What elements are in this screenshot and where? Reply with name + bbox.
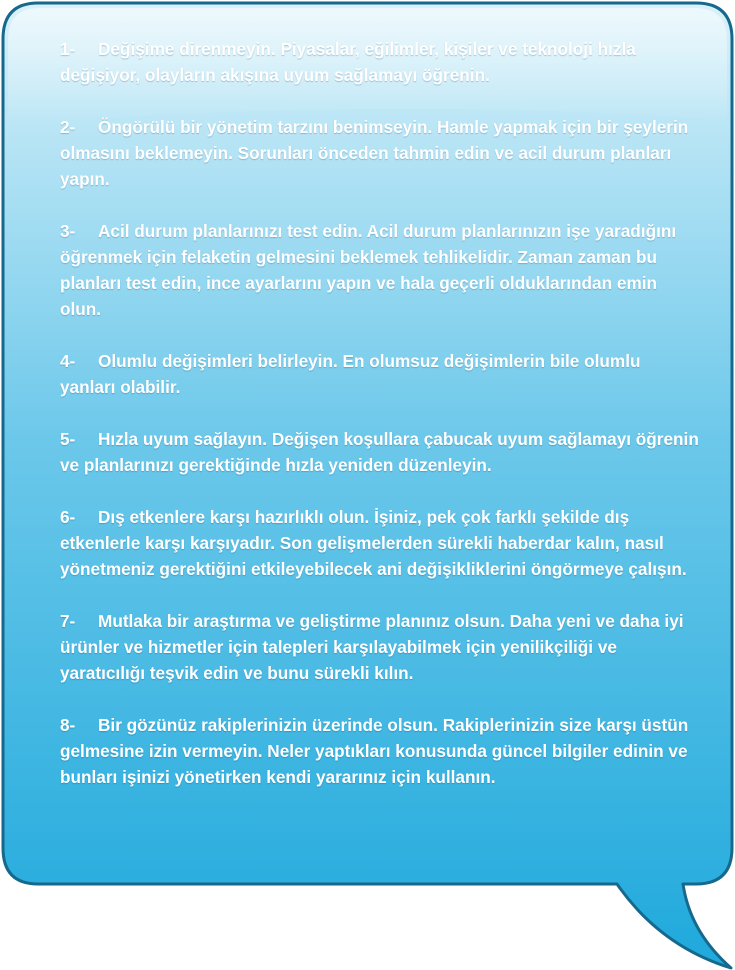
tip-text: Öngörülü bir yönetim tarzını benimseyin. Hamle yapmak için bir şeylerin olmasını beklemeyin. Sorunları önceden tahmin edin ve acil durum planları yapın. xyxy=(60,117,689,189)
tip-item-3 xyxy=(60,218,700,322)
tip-item-2 xyxy=(60,114,700,192)
tip-text: Hızla uyum sağlayın. Değişen koşullara çabucak uyum sağlamayı öğrenin ve planlarınızı gerektiğinde hızla yeniden düzenleyin. xyxy=(60,429,699,475)
tip-item-6 xyxy=(60,504,700,582)
tip-number: 1- xyxy=(60,39,76,59)
tip-item-8 xyxy=(60,712,700,790)
tip-item-1 xyxy=(60,36,700,88)
tip-number: 3- xyxy=(60,221,76,241)
tips-list xyxy=(60,36,700,790)
tip-text: Bir gözünüz rakiplerinizin üzerinde olsun. Rakiplerinizin size karşı üstün gelmesine izin vermeyin. Neler yaptıkları konusunda güncel bilgiler edinin ve bunları işinizi yönetirken kendi yararınız için kullanın. xyxy=(60,715,689,787)
tip-text: Dış etkenlere karşı hazırlıklı olun. İşiniz, pek çok farklı şekilde dış etkenlerle karşı karşıyadır. Son gelişmelerden sürekli haberdar kalın, nasıl yönetmeniz gerektiğini etkileyebilecek ani değişikliklerini öngörmeye çalışın. xyxy=(60,507,687,579)
tip-number: 5- xyxy=(60,429,76,449)
tip-number: 4- xyxy=(60,351,76,371)
tip-item-7 xyxy=(60,608,700,686)
tip-number: 8- xyxy=(60,715,76,735)
tip-text: Acil durum planlarınızı test edin. Acil durum planlarınızın işe yaradığını öğrenmek için felaketin gelmesini beklemek tehlikelidir. Zaman zaman bu planları test edin, ince ayarlarını yapın ve hala geçerli olduklarından emin olun. xyxy=(60,221,677,319)
tip-text: Değişime direnmeyin. Piyasalar, eğilimler, kişiler ve teknoloji hızla değişiyor, olayların akışına uyum sağlamayı öğrenin. xyxy=(60,39,636,85)
tip-number: 6- xyxy=(60,507,76,527)
tip-text: Mutlaka bir araştırma ve geliştirme planınız olsun. Daha yeni ve daha iyi ürünler ve hizmetler için talepleri karşılayabilmek için yenilikçiliği ve yaratıcılığı teşvik edin ve bunu sürekli kılın. xyxy=(60,611,684,683)
tip-item-4 xyxy=(60,348,700,400)
tip-number: 2- xyxy=(60,117,76,137)
tip-item-5 xyxy=(60,426,700,478)
tip-text: Olumlu değişimleri belirleyin. En olumsuz değişimlerin bile olumlu yanları olabilir. xyxy=(60,351,641,397)
tip-number: 7- xyxy=(60,611,76,631)
